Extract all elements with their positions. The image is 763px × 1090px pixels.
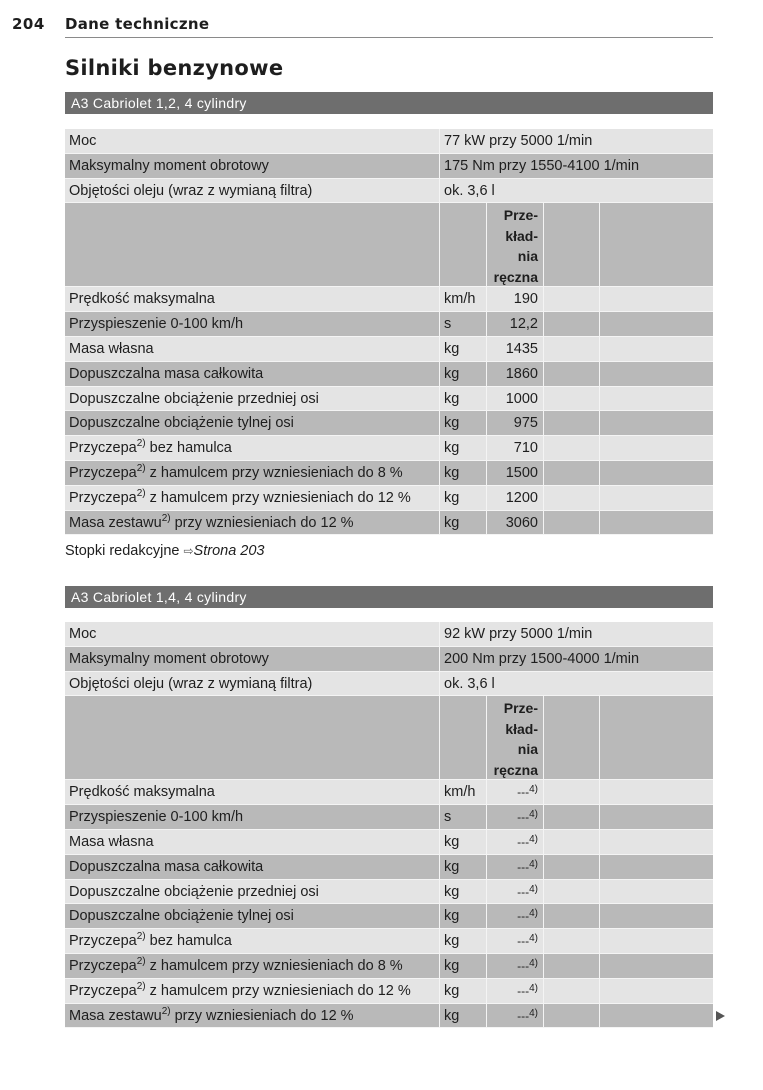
row-value (487, 855, 544, 879)
footnote-marker: 2) (136, 955, 146, 967)
row-label-rest: z hamulcem przy wzniesieniach do 12 % (145, 982, 411, 999)
row-label (65, 411, 440, 435)
empty-cell (600, 979, 713, 1003)
empty-cell (600, 436, 713, 460)
value-footnote-marker: 4) (529, 883, 538, 895)
table-row (65, 436, 713, 461)
table-row (65, 904, 713, 929)
row-label-text: Masa zestawu (69, 514, 162, 531)
header-divider (65, 37, 713, 38)
value-text: --- (517, 834, 530, 849)
value-footnote-marker: 4) (529, 833, 538, 845)
row-value (487, 979, 544, 1003)
row-label (65, 511, 440, 535)
row-label-rest: z hamulcem przy wzniesieniach do 12 % (145, 489, 411, 506)
empty-cell (600, 461, 713, 485)
empty-cell (600, 904, 713, 928)
empty-cell (544, 337, 600, 361)
row-label-rest: z hamulcem przy wzniesieniach do 8 % (145, 957, 403, 974)
row-label-text: Przyczepa (69, 440, 137, 457)
spec-label: Objętości oleju (wraz z wymianą filtra) (65, 179, 440, 203)
empty-cell (600, 411, 713, 435)
empty-cell (544, 436, 600, 460)
spec-value: 92 kW przy 5000 1/min (444, 626, 593, 642)
footnote-page-link[interactable]: Strona 203 (193, 543, 265, 559)
row-value (487, 830, 544, 854)
row-label (65, 979, 440, 1003)
row-label (65, 486, 440, 510)
footnote-marker: 2) (136, 462, 146, 474)
header-manual-transmission: Prze- kład- nia ręczna (487, 203, 544, 286)
row-label-rest: przy wzniesieniach do 12 % (170, 514, 354, 531)
empty-cell (600, 880, 713, 904)
spec-value: ok. 3,6 l (444, 675, 495, 692)
row-label (65, 362, 440, 386)
empty-cell (544, 461, 600, 485)
row-label (65, 387, 440, 411)
row-unit: kg (440, 880, 487, 904)
row-label (65, 830, 440, 854)
row-unit: kg (440, 830, 487, 854)
row-label-text: Dopuszczalne obciążenie tylnej osi (69, 908, 294, 925)
table-row (65, 830, 713, 855)
row-label (65, 312, 440, 336)
empty-cell (544, 805, 600, 829)
row-label (65, 337, 440, 361)
next-page-arrow-icon[interactable] (716, 1011, 725, 1021)
row-unit: kg (440, 387, 487, 411)
row-label-text: Prędkość maksymalna (69, 784, 215, 801)
row-unit: kg (440, 904, 487, 928)
row-label (65, 1004, 440, 1028)
empty-cell (544, 855, 600, 879)
row-label-text: Dopuszczalna masa całkowita (69, 365, 264, 382)
footnote-marker: 2) (161, 1005, 171, 1017)
empty-cell (544, 1004, 600, 1028)
row-value (487, 362, 544, 386)
value-text: 1500 (505, 464, 538, 481)
row-unit: kg (440, 1004, 487, 1028)
footnote-marker: 2) (136, 980, 146, 992)
value-text: 1200 (505, 489, 538, 506)
table-row (65, 362, 713, 387)
row-label-text: Dopuszczalne obciążenie przedniej osi (69, 390, 319, 407)
empty-cell (544, 411, 600, 435)
page-number: 204 (12, 15, 45, 33)
header-empty-col (544, 203, 600, 286)
empty-cell (544, 830, 600, 854)
row-label (65, 287, 440, 311)
general-row (65, 154, 713, 179)
spec-table-1 (65, 129, 713, 535)
table-row (65, 411, 713, 436)
row-label-rest: przy wzniesieniach do 12 % (170, 1007, 354, 1024)
empty-cell (600, 1004, 713, 1028)
row-unit: kg (440, 979, 487, 1003)
header-unit (440, 203, 487, 286)
empty-cell (544, 780, 600, 804)
value-text: 1435 (505, 340, 538, 357)
empty-cell (544, 387, 600, 411)
row-label-text: Dopuszczalne obciążenie tylnej osi (69, 415, 294, 432)
row-value (487, 880, 544, 904)
table-row (65, 954, 713, 979)
value-text: 975 (513, 415, 538, 432)
table-row (65, 855, 713, 880)
value-footnote-marker: 4) (529, 908, 538, 920)
value-text: --- (517, 785, 530, 800)
empty-cell (600, 486, 713, 510)
row-label-text: Masa własna (69, 833, 154, 850)
row-label (65, 855, 440, 879)
spec-value: ok. 3,6 l (444, 182, 495, 199)
empty-cell (600, 855, 713, 879)
empty-cell (600, 387, 713, 411)
row-label-rest: bez hamulca (145, 933, 232, 950)
row-label-rest: z hamulcem przy wzniesieniach do 8 % (145, 464, 403, 481)
row-unit: kg (440, 511, 487, 535)
row-label-text: Przyczepa (69, 489, 137, 506)
value-footnote-marker: 4) (529, 933, 538, 945)
general-row (65, 179, 713, 204)
table-row (65, 511, 713, 536)
empty-cell (544, 904, 600, 928)
header-empty-col (544, 696, 600, 779)
row-value (487, 486, 544, 510)
row-unit: kg (440, 411, 487, 435)
row-label-text: Dopuszczalne obciążenie przedniej osi (69, 883, 319, 900)
table-row (65, 780, 713, 805)
empty-cell (544, 287, 600, 311)
header-empty-col (600, 696, 713, 779)
arrow-right-icon: ⇨ (183, 544, 194, 558)
table-row (65, 486, 713, 511)
footnote-reference (65, 543, 265, 559)
row-unit: kg (440, 337, 487, 361)
row-value (487, 511, 544, 535)
row-label (65, 929, 440, 953)
table-row (65, 880, 713, 905)
empty-cell (544, 486, 600, 510)
value-footnote-marker: 4) (529, 858, 538, 870)
header-unit (440, 696, 487, 779)
table-row (65, 337, 713, 362)
row-label (65, 461, 440, 485)
column-header-row (65, 203, 713, 287)
row-label-text: Przyczepa (69, 957, 137, 974)
spec-label: Moc (65, 129, 440, 153)
header-blank (65, 696, 440, 779)
empty-cell (544, 880, 600, 904)
row-label-text: Przyczepa (69, 933, 137, 950)
header-blank (65, 203, 440, 286)
value-text: --- (517, 859, 530, 874)
empty-cell (600, 929, 713, 953)
spec-value: 175 Nm przy 1550-4100 1/min (444, 157, 640, 174)
empty-cell (544, 362, 600, 386)
value-footnote-marker: 4) (529, 957, 538, 969)
table-2-title: A3 Cabriolet 1,4, 4 cylindry (65, 586, 713, 608)
value-footnote-marker: 4) (529, 809, 538, 821)
row-value (487, 387, 544, 411)
value-text: 12,2 (509, 316, 538, 333)
spec-value: 200 Nm przy 1500-4000 1/min (444, 650, 640, 667)
footnote-marker: 2) (136, 931, 146, 943)
table-row (65, 387, 713, 412)
row-label (65, 904, 440, 928)
row-value (487, 411, 544, 435)
row-unit: kg (440, 486, 487, 510)
row-label (65, 880, 440, 904)
table-row (65, 805, 713, 830)
header-empty-col (600, 203, 713, 286)
empty-cell (600, 312, 713, 336)
value-text: --- (517, 810, 530, 825)
row-value (487, 287, 544, 311)
footnote-marker: 2) (136, 487, 146, 499)
value-footnote-marker: 4) (529, 1007, 538, 1019)
row-label (65, 436, 440, 460)
row-label (65, 780, 440, 804)
empty-cell (544, 929, 600, 953)
general-row (65, 622, 713, 647)
value-footnote-marker: 4) (529, 784, 538, 796)
value-text: --- (517, 1008, 530, 1023)
footnote-text: Stopki redakcyjne (65, 543, 180, 559)
row-unit: km/h (440, 287, 487, 311)
row-label-text: Przyczepa (69, 982, 137, 999)
row-label-text: Masa zestawu (69, 1007, 162, 1024)
spec-label: Objętości oleju (wraz z wymianą filtra) (65, 672, 440, 696)
row-value (487, 954, 544, 978)
spec-table-2 (65, 622, 713, 1028)
value-text: --- (517, 958, 530, 973)
row-value (487, 929, 544, 953)
value-text: --- (517, 884, 530, 899)
row-value (487, 436, 544, 460)
row-value (487, 805, 544, 829)
value-text: --- (517, 983, 530, 998)
running-title: Dane techniczne (65, 15, 210, 33)
table-row (65, 461, 713, 486)
row-label-text: Masa własna (69, 340, 154, 357)
row-value (487, 780, 544, 804)
value-text: --- (517, 934, 530, 949)
footnote-marker: 2) (136, 438, 146, 450)
empty-cell (544, 979, 600, 1003)
row-unit: kg (440, 855, 487, 879)
spec-label: Maksymalny moment obrotowy (65, 154, 440, 178)
empty-cell (600, 362, 713, 386)
row-unit: s (440, 805, 487, 829)
empty-cell (600, 954, 713, 978)
empty-cell (600, 830, 713, 854)
general-row (65, 672, 713, 697)
row-unit: kg (440, 461, 487, 485)
value-text: 1000 (505, 390, 538, 407)
empty-cell (600, 337, 713, 361)
row-value (487, 904, 544, 928)
empty-cell (544, 511, 600, 535)
table-row (65, 929, 713, 954)
row-unit: s (440, 312, 487, 336)
row-value (487, 1004, 544, 1028)
table-1-title: A3 Cabriolet 1,2, 4 cylindry (65, 92, 713, 114)
row-value (487, 461, 544, 485)
column-header-row (65, 696, 713, 780)
footnote-marker: 2) (161, 512, 171, 524)
empty-cell (600, 780, 713, 804)
general-row (65, 647, 713, 672)
table-row (65, 312, 713, 337)
row-unit: kg (440, 362, 487, 386)
row-value (487, 337, 544, 361)
row-label-text: Przyspieszenie 0-100 km/h (69, 316, 244, 333)
value-text: 710 (513, 440, 538, 457)
value-text: --- (517, 909, 530, 924)
row-label (65, 805, 440, 829)
section-title: Silniki benzynowe (65, 56, 284, 80)
row-label-text: Przyspieszenie 0-100 km/h (69, 809, 244, 826)
value-text: 190 (513, 291, 538, 308)
table-row (65, 1004, 713, 1029)
empty-cell (544, 954, 600, 978)
value-footnote-marker: 4) (529, 982, 538, 994)
row-label (65, 954, 440, 978)
value-text: 3060 (505, 514, 538, 531)
general-row (65, 129, 713, 154)
spec-label: Maksymalny moment obrotowy (65, 647, 440, 671)
row-unit: kg (440, 436, 487, 460)
spec-label: Moc (65, 622, 440, 646)
row-unit: kg (440, 954, 487, 978)
table-row (65, 287, 713, 312)
spec-value: 77 kW przy 5000 1/min (444, 133, 593, 149)
row-label-rest: bez hamulca (145, 440, 232, 457)
row-label-text: Przyczepa (69, 464, 137, 481)
empty-cell (600, 511, 713, 535)
empty-cell (544, 312, 600, 336)
header-manual-transmission: Prze- kład- nia ręczna (487, 696, 544, 779)
table-row (65, 979, 713, 1004)
row-label-text: Dopuszczalna masa całkowita (69, 858, 264, 875)
empty-cell (600, 287, 713, 311)
row-value (487, 312, 544, 336)
row-unit: km/h (440, 780, 487, 804)
row-unit: kg (440, 929, 487, 953)
row-label-text: Prędkość maksymalna (69, 291, 215, 308)
empty-cell (600, 805, 713, 829)
value-text: 1860 (505, 365, 538, 382)
